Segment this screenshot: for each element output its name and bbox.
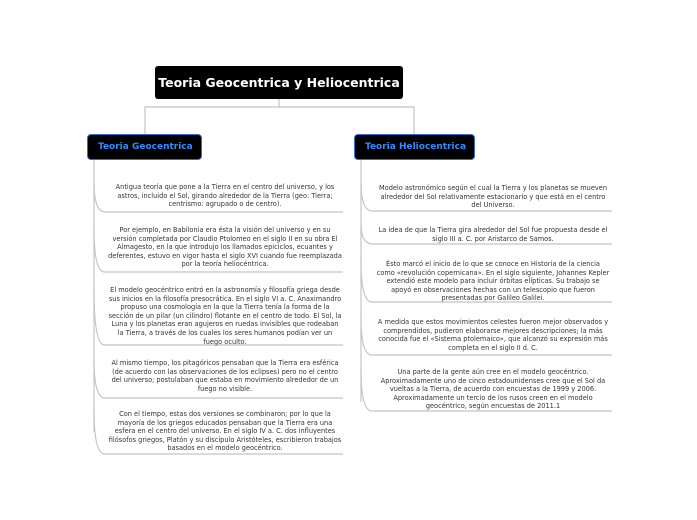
branch-topic-geocentrica[interactable]: Teoria Geocentrica: [87, 134, 202, 160]
helio-leaf-topic[interactable]: Modelo astronómico según el cual la Tierra y los planetas se mueven alrededor del Sol relativamente estacionario y que está en el centro del Universo.: [378, 184, 608, 210]
geo-leaf-topic[interactable]: El modelo geocéntrico entró en la astronomía y filosofía griega desde sus inicios en la filosofía presocrática. En el siglo VI a. C. Anaximandro propuso una cosmología en la que la Tierra tenía la forma de la sección de un pilar (un cilindro) flotante en el centro de todo. El Sol, la Luna y los planetas eran agujeros en ruedas invisibles que rodeaban la Tierra, a través de los cuales los seres humanos podían ver un fuego oculto.: [108, 286, 342, 346]
root-topic[interactable]: Teoria Geocentrica y Heliocentrica: [155, 66, 403, 99]
geo-leaf-topic[interactable]: Al mismo tiempo, los pitagóricos pensaban que la Tierra era esférica (de acuerdo con las observaciones de los eclipses) pero no el centro del universo; postulaban que estaba en movimiento alrededor de un fuego no visible.: [111, 359, 339, 393]
geo-leaf-topic[interactable]: Con el tiempo, estas dos versiones se combinaron; por lo que la mayoría de los griegos educados pensaban que la Tierra era una esfera en el centro del universo. En el siglo IV a. C. dos influyentes filósofos griegos, Platón y su discípulo Aristóteles, escribieron trabajos basados en el modelo geocéntrico.: [108, 410, 342, 453]
helio-leaf-topic[interactable]: Ésto marcó el inicio de lo que se conoce en Historia de la ciencia como «revolución copernicana». En el siglo siguiente, Johannes Kepler extendió este modelo para incluir órbitas elípticas. Su trabajo se apoyó en observaciones hechas con un telescopio que fueron presentadas por Galileo Galilei.: [376, 260, 610, 303]
root-to-geo-link: [145, 99, 279, 134]
root-to-helio-link: [279, 107, 414, 134]
geo-leaf-topic[interactable]: Antigua teoría que pone a la Tierra en el centro del universo, y los astros, incluido el Sol, girando alrededor de la Tierra (geo: Tierra; centrismo: agrupado o de centro).: [115, 183, 335, 209]
helio-leaf-topic[interactable]: A medida que estos movimientos celestes fueron mejor observados y comprendidos, pudieron elaborarse mejores descripciones; la más conocida fue el «Sistema ptolemaico», que alcanzó su expresión más completa en el siglo II d. C.: [377, 318, 609, 352]
branch-topic-heliocentrica[interactable]: Teoria Heliocentrica: [354, 134, 475, 160]
geo-leaf-topic[interactable]: Por ejemplo, en Babilonia era ésta la visión del universo y en su versión completada por Claudio Ptolomeo en el siglo II en su obra El Almagesto, en la que introdujo los llamados epiciclos, ecuantes y deferentes, estuvo en vigor hasta el siglo XVI cuando fue reemplazada por la teoría heliocéntrica.: [108, 226, 342, 269]
helio-leaf-topic[interactable]: Una parte de la gente aún cree en el modelo geocéntrico. Aproximadamente uno de cinco estadounidenses cree que el Sol da vueltas a la Tierra, de acuerdo con encuestas de 1999 y 2006. Aproximadamente un tercio de los rusos creen en el modelo geocéntrico, según encuestas de 2011.1: [380, 368, 606, 411]
helio-leaf-topic[interactable]: La idea de que la Tierra gira alrededor del Sol fue propuesta desde el siglo III a. C. por Aristarco de Samos.: [378, 226, 608, 243]
